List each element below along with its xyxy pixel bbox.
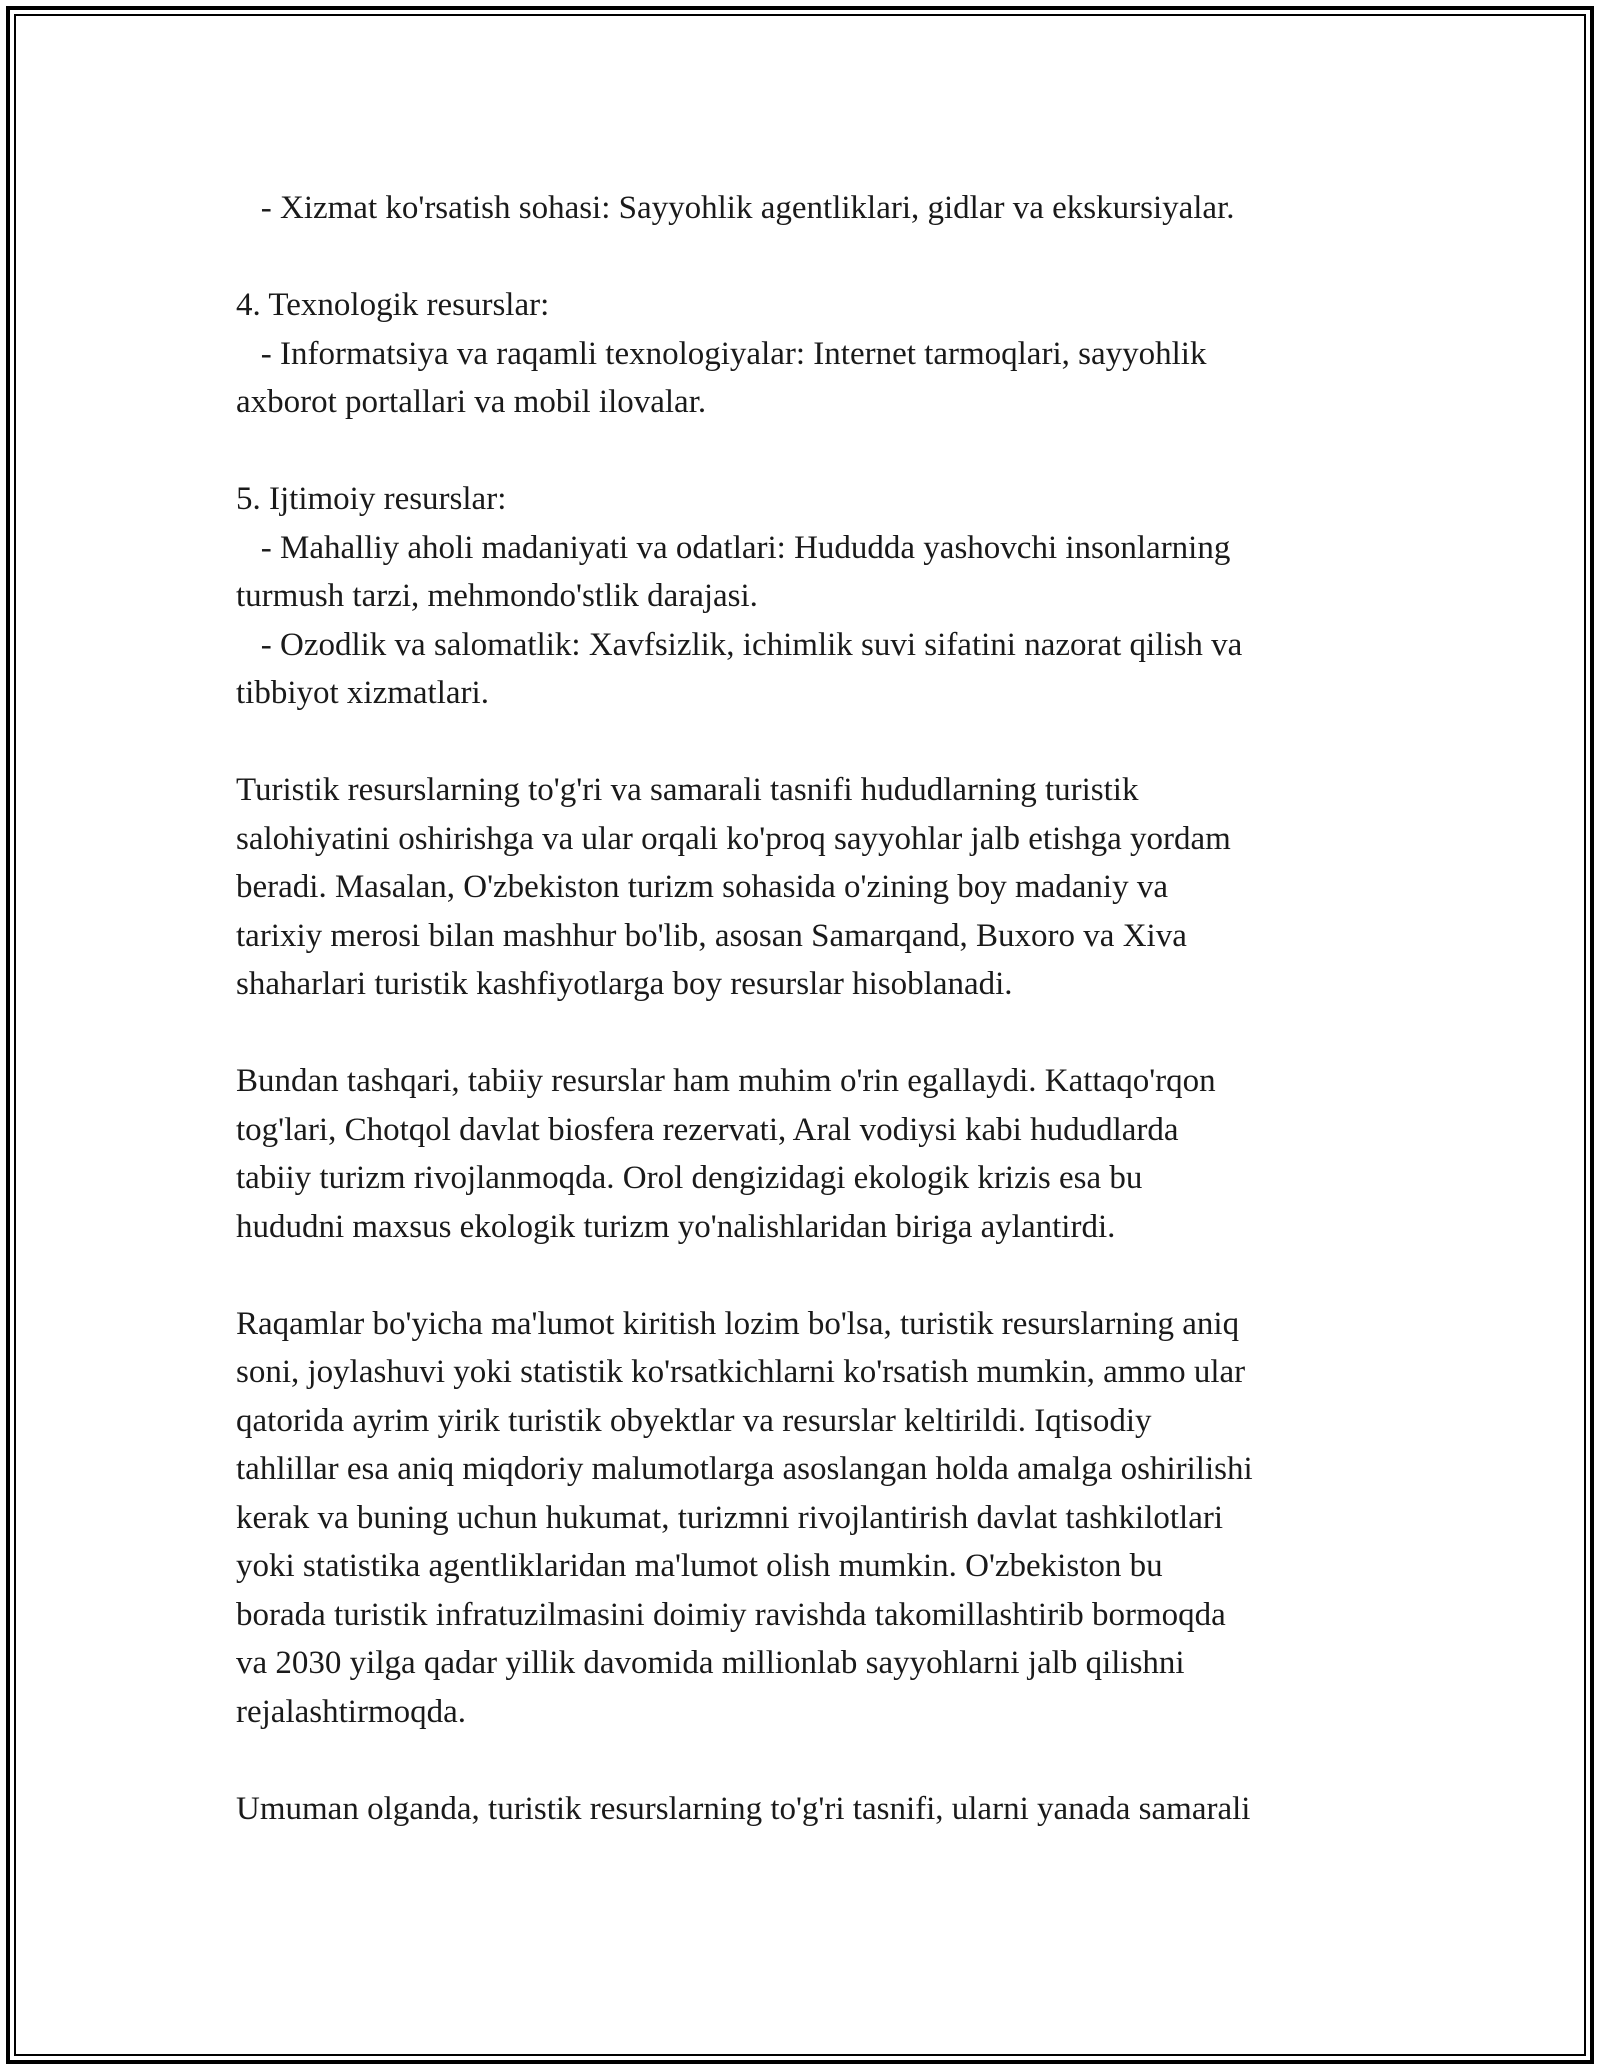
text-line: borada turistik infratuzilmasini doimiy ravishda takomillashtirib bormoqda xyxy=(236,1596,1226,1633)
paragraph-gap xyxy=(236,233,1376,282)
text-line: - Informatsiya va raqamli texnologiyalar: Internet tarmoqlari, sayyohlik xyxy=(236,335,1207,372)
text-line: tarixiy merosi bilan mashhur bo'lib, asosan Samarqand, Buxoro va Xiva xyxy=(236,917,1187,954)
text-line: - Xizmat ko'rsatish sohasi: Sayyohlik agentliklari, gidlar va ekskursiyalar. xyxy=(236,190,1235,226)
text-line: Umuman olganda, turistik resurslarning to'g'ri tasnifi, ularni yanada samarali xyxy=(236,1790,1251,1827)
text-line: Raqamlar bo'yicha ma'lumot kiritish lozim bo'lsa, turistik resurslarning aniq xyxy=(236,1305,1240,1342)
paragraph-gap xyxy=(236,718,1376,767)
text-line: qatorida ayrim yirik turistik obyektlar va resurslar keltirildi. Iqtisodiy xyxy=(236,1402,1152,1439)
text-line: Turistik resurslarning to'g'ri va samarali tasnifi hududlarning turistik xyxy=(236,772,1139,808)
text-line: soni, joylashuvi yoki statistik ko'rsatkichlarni ko'rsatish mumkin, ammo ular xyxy=(236,1354,1246,1390)
text-line: beradi. Masalan, O'zbekiston turizm sohasida o'zining boy madaniy va xyxy=(236,869,1168,905)
paragraph-gap xyxy=(236,1251,1376,1300)
text-line: kerak va buning uchun hukumat, turizmni rivojlantirish davlat tashkilotlari xyxy=(236,1499,1224,1536)
text-line: Bundan tashqari, tabiiy resurslar ham muhim o'rin egallaydi. Kattaqo'rqon xyxy=(236,1063,1216,1099)
text-line: hududni maxsus ekologik turizm yo'nalishlaridan biriga aylantirdi. xyxy=(236,1208,1116,1245)
text-line: turmush tarzi, mehmondo'stlik darajasi. xyxy=(236,578,758,614)
text-line: tibbiyot xizmatlari. xyxy=(236,675,489,711)
text-line: 5. Ijtimoiy resurslar: xyxy=(236,481,507,517)
text-line: va 2030 yilga qadar yillik davomida millionlab sayyohlarni jalb qilishni xyxy=(236,1645,1185,1681)
paragraph-gap xyxy=(236,427,1376,476)
text-line: salohiyatini oshirishga va ular orqali ko'proq sayyohlar jalb etishga yordam xyxy=(236,820,1231,857)
text-line: axborot portallari va mobil ilovalar. xyxy=(236,384,707,420)
text-line: tabiiy turizm rivojlanmoqda. Orol dengizidagi ekologik krizis esa bu xyxy=(236,1160,1143,1196)
text-line: - Ozodlik va salomatlik: Xavfsizlik, ichimlik suvi sifatini nazorat qilish va xyxy=(236,626,1243,663)
paragraph-gap xyxy=(236,1736,1376,1785)
document-body xyxy=(236,184,1376,1833)
text-line: yoki statistika agentliklaridan ma'lumot olish mumkin. O'zbekiston bu xyxy=(236,1548,1163,1584)
text-line: shaharlari turistik kashfiyotlarga boy resurslar hisoblanadi. xyxy=(236,966,1013,1002)
text-line: 4. Texnologik resurslar: xyxy=(236,287,550,323)
text-line: - Mahalliy aholi madaniyati va odatlari: Hududda yashovchi insonlarning xyxy=(236,529,1231,566)
paragraph-gap xyxy=(236,1009,1376,1058)
text-line: tog'lari, Chotqol davlat biosfera rezervati, Aral vodiysi kabi hududlarda xyxy=(236,1111,1179,1148)
text-line: tahlillar esa aniq miqdoriy malumotlarga asoslangan holda amalga oshirilishi xyxy=(236,1451,1253,1487)
text-line: rejalashtirmoqda. xyxy=(236,1693,467,1730)
